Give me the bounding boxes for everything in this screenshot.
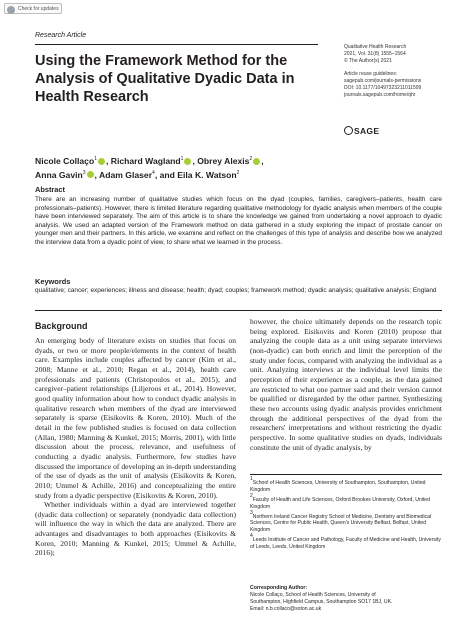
keywords-text: qualitative; cancer; experiences; illness and disease; health; dyad; couples; framework method; dyadic analysis; qualitative analysis; England: [35, 287, 437, 294]
body-paragraph: An emerging body of literature exists on studies that focus on dyads, or two or more people/elements in the context of health care. Examples include couples affected by cancer (Kim et al., 2008; Manne et al., 2010; Regan et al., 2014), health care professionals and patients (Christopoulos et al., 2015), and caregiver–patient relationships (Liljeroos et al., 2014). However, good quality information about how to conduct dyadic analysis in qualitative research when members of the dyad are interviewed separately is sparse (Eisikovits & Koren, 2010). Much of the detail in the few published studies is focused on data collection (Allan, 1980; Manning & Kunkel, 2015; Morris, 2001), with little discussion about the process, relevance, and usefulness of conducting a dyadic analysis. Furthermore, few studies have discussed the importance of developing an in-depth understanding of the use of dyads as the unit of analysis (Eisikovits & Koren, 2010; Ummel & Achille, 2016) and conceptualizing the entire study from a dyadic perspective (Eisikovits & Koren, 2010).: [35, 336, 236, 500]
affiliation-text: Northern Ireland Cancer Registry School of Medicine, Dentistry and Biomedical Sciences, Centre for Public Health, Queen's University Belfast, Belfast, United Kingdom: [250, 513, 432, 534]
sage-ring-icon: [344, 126, 353, 135]
orcid-icon[interactable]: [87, 171, 94, 178]
author-affil-sup: 2: [236, 169, 240, 176]
affiliation-item: [250, 509, 442, 534]
header-rule: [35, 44, 318, 45]
article-title: Using the Framework Method for the Analysis of Qualitative Dyadic Data in Health Research: [35, 53, 295, 105]
journal-info-line: Article reuse guidelines:: [344, 71, 398, 78]
affiliation-item: [250, 476, 442, 494]
affiliation-text: Leeds Institute of Cancer and Pathology, Faculty of Medicine and Health, University of Leeds, Leeds, United Kingdom: [250, 537, 441, 550]
affiliation-text: School of Health Sciences, University of Southampton, Southampton, United Kingdom: [250, 480, 426, 493]
author-name: Eila K. Watson: [177, 169, 237, 180]
author-name: Anna Gavin: [35, 169, 83, 180]
orcid-icon[interactable]: [184, 158, 191, 165]
affiliation-sup: 2: [250, 492, 253, 499]
abstract-text: There are an increasing number of qualitative studies which focus on the dyad (couples, families, caregivers–patients, health care professionals–patients). However, there is limited literature regarding qualitative methodology for dyadic analysis when members of the couple have been interviewed separately. The aim of this article is to share the knowledge we gained from undertaking a novel approach to dyadic analysis. We used an adapted version of the Framework method on data gathered in a study exploring the impact of prostate cancer on younger men and their partners. In this article, we examine and reflect on the challenges of this type of analysis and describe how we analyzed the interview data from a dyadic point of view, to share what we learned in the process.: [35, 196, 442, 246]
author-affil-sup: 4: [152, 169, 155, 176]
corresponding-author-heading: Corresponding Author:: [250, 585, 308, 591]
check-for-updates-label: Check for updates: [18, 6, 59, 12]
author-line-2: Anna Gavin$^3$ , Adam Glaser$^4$, and Eila K. Watson$^2$: [35, 169, 240, 180]
author-affil-sup: 3: [82, 169, 86, 176]
body-paragraph: however, the choice ultimately depends on the research topic being explored. Eisikovits and Koren (2010) propose that analyzing the couple data as a unit using separate interviews (non-dyadic) can both enrich and limit the perception of the study under focus, compared with analyzing the individual as a unit. Analyzing interviews at the individual level limits the perception of their experience as a couple, as the data gained are restricted to what one partner said and their version cannot be qualified or disregarded by the other partner. Synthesizing these two accounts using dyadic analysis provides enrichment through the additional perspectives of the dyad from the researchers' interpretations and without restricting the dyadic perspective. In some qualitative studies on dyads, individuals constitute the unit of dyadic analysis, by: [250, 317, 442, 452]
orcid-icon[interactable]: [98, 158, 105, 165]
body-left-column: [35, 336, 236, 558]
abstract-heading: Abstract: [35, 185, 65, 194]
affiliations: [250, 476, 442, 553]
corresponding-line: Southampton, Highfield Campus, Southampton SO17 1BJ, UK.: [250, 598, 393, 605]
corresponding-email[interactable]: Email: n.b.collaco@soton.ac.uk: [250, 605, 322, 612]
journal-info-link[interactable]: journals.sagepub.com/home/qhr: [344, 91, 416, 98]
author-line-1: Nicole Collaço$^1$ , Richard Wagland$^1$ , Obrey Alexis$^2$ ,: [35, 156, 264, 166]
journal-info-line: 2021, Vol. 31(8) 1555–1564: [344, 50, 406, 57]
author-list: [35, 155, 335, 182]
author-name: Richard Wagland: [110, 156, 181, 166]
affiliation-sup: 4: [250, 533, 253, 540]
journal-info-link[interactable]: sagepub.com/journals-permissions: [344, 77, 422, 84]
journal-info-line: © The Author(s) 2021: [344, 57, 392, 64]
journal-info: [344, 44, 444, 98]
author-name: Obrey Alexis: [197, 156, 250, 166]
body-right-column: [250, 317, 442, 452]
affiliation-sup: 1: [250, 476, 253, 482]
check-for-updates-badge[interactable]: [4, 3, 62, 14]
footnote-rule: [250, 474, 442, 475]
article-type: Research Article: [35, 32, 87, 39]
journal-info-doi[interactable]: DOI: 10.1177/10497323211011599: [344, 84, 422, 91]
corresponding-author-details: [250, 592, 442, 612]
affiliation-sup: 3: [250, 509, 253, 516]
affiliation-item: [250, 492, 442, 511]
publisher-logo: [344, 126, 379, 136]
body-paragraph: Whether individuals within a dyad are interviewed together (dyadic data collection) or separately (nondyadic data collection) will influence the way in which the data are analyzed. There are advantages and disadvantages to both approaches (Eisikovits & Koren, 2010; Manning & Kunkel, 2015; Ummel & Achille, 2016);: [35, 500, 236, 558]
orcid-icon[interactable]: [253, 158, 260, 165]
affiliation-item: [250, 533, 442, 551]
background-heading: Background: [35, 321, 88, 331]
affiliation-text: Faculty of Health and Life Sciences, Oxford Brookes University, Oxford, United Kingdom: [250, 496, 430, 510]
section-rule: [35, 310, 442, 311]
author-affil-sup: 2: [249, 156, 253, 162]
author-name: Nicole Collaço: [35, 156, 95, 166]
author-affil-sup: 1: [94, 156, 97, 162]
corresponding-line: Nicole Collaço, School of Health Sciences, University of: [250, 592, 376, 598]
journal-info-line: [344, 64, 444, 71]
check-updates-icon: [7, 6, 15, 14]
author-name: Adam Glaser: [99, 169, 153, 180]
publisher-name: SAGE: [354, 126, 380, 136]
author-affil-sup: 1: [180, 156, 184, 162]
keywords-heading: Keywords: [35, 277, 71, 286]
journal-info-line: Qualitative Health Research: [344, 44, 407, 50]
